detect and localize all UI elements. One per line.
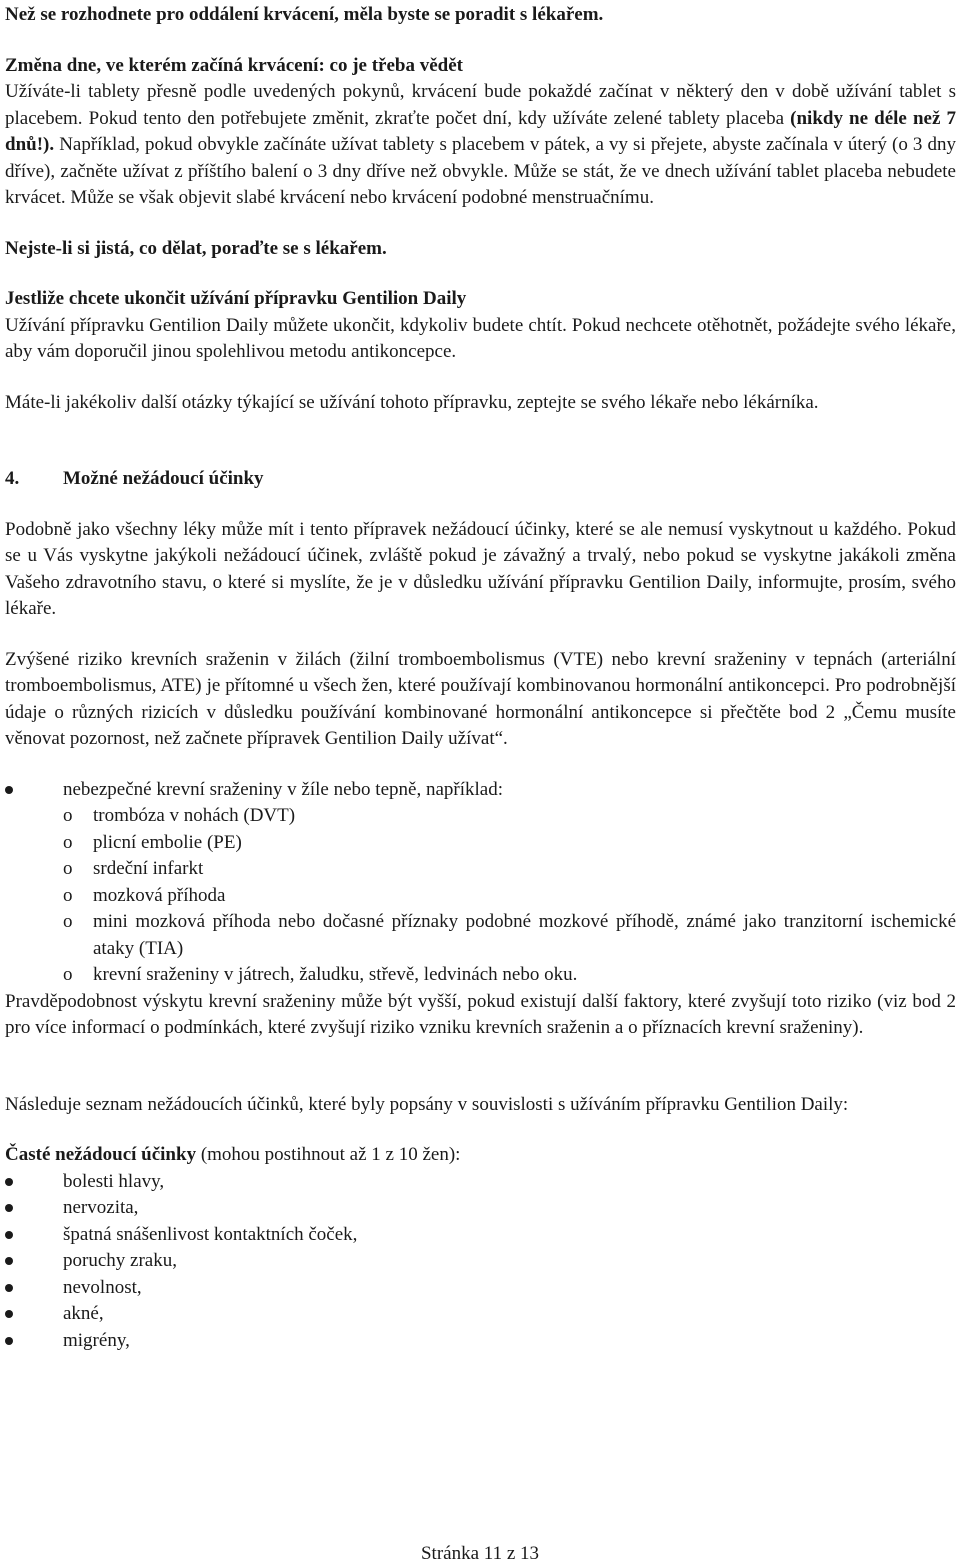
clot-bullet-text: nebezpečné krevní sraženiny v žíle nebo tepně, například: — [63, 778, 503, 800]
section-title: Možné nežádoucí účinky — [63, 468, 264, 489]
bullet-icon — [5, 1284, 13, 1292]
side-effects-intro: Podobně jako všechny léky může mít i tento přípravek nežádoucí účinky, které se ale nemusí vyskytnout u každého. Pokud se u Vás vyskytne jakýkoli nežádoucí účinek, zvláště pokud je závažný a trvalý, nebo pokud se vyskytne jakákoli změna Vašeho zdravotního stavu, o které si myslíte, že je v důsledku užívání přípravku Gentilion Daily, informujte, prosím, svého lékaře. — [5, 518, 956, 619]
list-item: akné, — [5, 1301, 956, 1328]
clot-risk-paragraph: Zvýšené riziko krevních sraženin v žilách (žilní tromboembolismus (VTE) nebo krevní sraženiny v tepnách (arteriální tromboembolismus, ATE) je přítomné u všech žen, které používají kombinovanou hormonální antikoncepci. Pro podrobnější údaje o různých rizicích v důsledku používání kombinované hormonální antikoncepce si přečtěte bod 2 „Čemu musíte věnovat pozornost, než začnete přípravek Gentilion Daily užívat“. — [5, 648, 956, 749]
change-day-heading: Změna dne, ve kterém začíná krvácení: co je třeba vědět — [5, 54, 463, 76]
list-item: špatná snášenlivost kontaktních čoček, — [5, 1222, 956, 1249]
list-item — [5, 777, 956, 804]
bullet-icon — [5, 1310, 13, 1318]
clot-sublist — [5, 803, 956, 989]
list-item: migrény, — [5, 1328, 956, 1355]
list-item: poruchy zraku, — [5, 1248, 956, 1275]
circle-marker-icon: o — [63, 884, 73, 906]
sublist-item: o plicní embolie (PE) — [5, 830, 956, 857]
sublist-item: o krevní sraženiny v játrech, žaludku, střevě, ledvinách nebo oku. — [5, 962, 956, 989]
list-item: bolesti hlavy, — [5, 1169, 956, 1196]
sublist-item: o trombóza v nohách (DVT) — [5, 803, 956, 830]
page-number-footer: Stránka 11 z 13 — [420, 1543, 540, 1564]
circle-marker-icon: o — [63, 831, 73, 853]
clot-list — [5, 777, 956, 804]
stop-paragraph: Užívání přípravku Gentilion Daily můžete ukončit, kdykoliv budete chtít. Pokud nechcete otěhotnět, požádejte svého lékaře, aby vám doporučil jinou spolehlivou metodu antikoncepce. — [5, 314, 956, 362]
list-item: nevolnost, — [5, 1275, 956, 1302]
bullet-icon — [5, 1178, 13, 1186]
common-effects-label: Časté nežádoucí účinky — [5, 1144, 197, 1165]
circle-marker-icon: o — [63, 964, 73, 985]
change-day-paragraph — [5, 79, 956, 212]
change-day-warning: (nikdy ne déle než 7 dnů!). — [5, 107, 956, 155]
circle-marker-icon: o — [63, 911, 73, 932]
change-day-text-end: Například, pokud obvykle začínáte užívat tablety s placebem v pátek, a vy si přejete, abyste začínala v úterý (o 3 dny dříve), začněte užívat z příštího balení o 3 dny dříve než obvykle. Může se stát, že ve dnech užívání tablet placeba nebudete krvácet. Může se však objevit slabé krvácení nebo krvácení podobné menstruačnímu. — [5, 134, 956, 208]
bullet-icon — [5, 1337, 13, 1345]
common-effects-heading — [5, 1142, 956, 1169]
circle-marker-icon: o — [63, 858, 73, 879]
sublist-item: o mini mozková příhoda nebo dočasné příznaky podobné mozkové příhodě, známé jako tranzitorní ischemické ataky (TIA) — [63, 911, 956, 959]
section-number: 4. — [5, 468, 20, 489]
change-day-text-start: Užíváte-li tablety přesně podle uvedených pokynů, krvácení bude pokaždé začínat v některý den v době užívání tablet s placebem. Pokud tento den potřebujete změnit, zkraťte počet dní, kdy užíváte zelené tablety placeba — [5, 81, 956, 129]
sublist-item: o mozková příhoda — [5, 883, 956, 910]
list-item: nervozita, — [5, 1195, 956, 1222]
bullet-icon — [5, 1257, 13, 1265]
section-4-heading — [5, 466, 956, 493]
questions-paragraph: Máte-li jakékoliv další otázky týkající se užívání tohoto přípravku, zeptejte se svého lékaře nebo lékárníka. — [5, 391, 819, 413]
common-effects-frequency: (mohou postihnout až 1 z 10 žen): — [196, 1144, 461, 1165]
side-effects-list-intro: Následuje seznam nežádoucích účinků, které byly popsány v souvislosti s užíváním přípravku Gentilion Daily: — [5, 1093, 849, 1115]
circle-marker-icon: o — [63, 805, 73, 826]
clot-probability-paragraph: Pravděpodobnost výskytu krevní sraženiny může být vyšší, pokud existují další faktory, které zvyšují toto riziko (viz bod 2 pro více informací o podmínkách, které zvyšují riziko vzniku krevních sraženin a o příznacích krevní sraženiny). — [5, 990, 956, 1038]
stop-heading: Jestliže chcete ukončit užívání přípravku Gentilion Daily — [5, 288, 467, 309]
document-page — [5, 2, 956, 1354]
sublist-item: o srdeční infarkt — [5, 856, 956, 883]
bullet-icon — [5, 786, 13, 794]
bullet-icon — [5, 1204, 13, 1212]
unsure-note: Nejste-li si jistá, co dělat, poraďte se s lékařem. — [5, 237, 387, 259]
common-effects-list — [5, 1169, 956, 1355]
bullet-icon — [5, 1231, 13, 1239]
intro-line: Než se rozhodnete pro oddálení krvácení, měla byste se poradit s lékařem. — [5, 4, 604, 25]
